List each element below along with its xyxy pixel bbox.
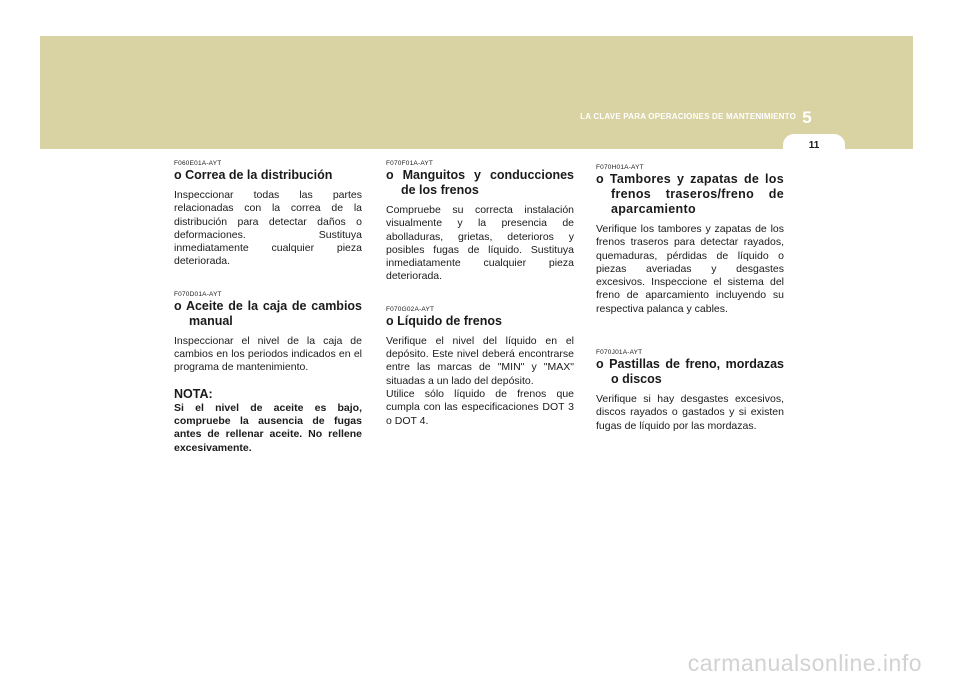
header-band [40,36,913,149]
spacer [174,269,362,291]
section-body: Compruebe su correcta instalación visualmente y la presencia de abolladuras, grietas, deterioros y posibles fugas de líquido. Sustituya inmediatamente cualquier pieza deteriorada. [386,204,574,283]
note-text: Si el nivel de aceite es bajo, compruebe la ausencia de fugas antes de rellenar aceite. No rellene excesivamente. [174,401,362,454]
section-code: F070J01A-AYT [596,349,643,357]
section-heading: o Correa de la distribución [174,168,333,182]
column-1 [174,160,362,455]
column-3 [596,164,784,433]
section-heading: o Pastillas de freno, mordazas o discos [596,357,784,387]
page-tab [783,134,845,156]
section-heading: o Tambores y zapatas de los frenos traseros/freno de aparcamiento [596,172,784,216]
section-body: Verifique los tambores y zapatas de los frenos traseros para detectar rayados, quemaduras, pérdidas de líquido o piezas averiadas y desgastes excesivos. Inspeccione el sistema del freno de aparcamiento incluyendo su respectiva palanca y cables. [596,223,784,315]
section-body: Inspeccionar todas las partes relacionadas con la correa de la distribución para detectar daños o deformaciones. Sustituya inmediatamente cualquier pieza deteriorada. [174,189,362,268]
section-code: F070D01A-AYT [174,290,222,298]
spacer [386,284,574,306]
section-body: Inspeccionar el nivel de la caja de cambios en los periodos indicados en el programa de mantenimiento. [174,334,362,374]
watermark: carmanualsonline.info [687,650,922,676]
section-heading: o Líquido de frenos [386,313,502,328]
section-body: Verifique si hay desgastes excesivos, discos rayados o gastados y si existen fugas de líquido por las mordazas. [596,393,784,432]
section-body-continued: Utilice sólo líquido de frenos que cumpla con las especificaciones DOT 3 o DOT 4. [386,387,574,427]
page-number: 11 [808,140,820,151]
note-title: NOTA: [174,386,213,401]
spacer [596,316,784,349]
section-heading: o Aceite de la caja de cambios manual [174,298,362,328]
section-title: LA CLAVE PARA OPERACIONES DE MANTENIMIENTO [580,112,796,121]
chapter-number: 5 [802,108,812,127]
section-code: F070H01A-AYT [596,164,644,171]
section-code: F070G02A-AYT [386,305,435,313]
column-2 [386,160,574,428]
section-code: F060E01A-AYT [174,160,222,167]
section-body: Verifique el nivel del líquido en el depósito. Este nivel deberá encontrarse entre las marcas de "MIN" y "MAX" situadas a un lado del depósito. [386,334,574,387]
section-code: F070F01A-AYT [386,160,434,167]
section-heading: o Manguitos y conducciones de los frenos [386,168,574,197]
